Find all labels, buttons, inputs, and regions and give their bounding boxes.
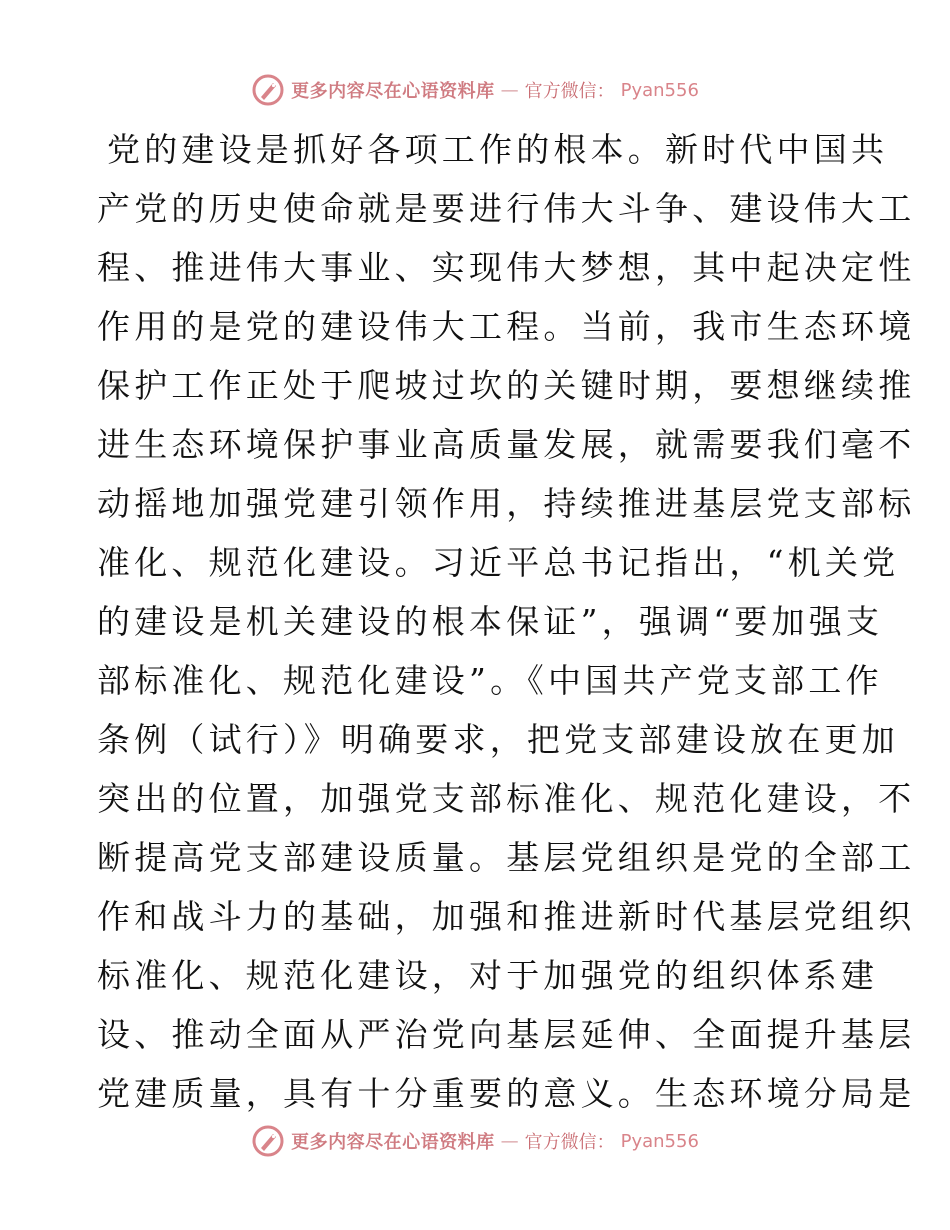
body-line: 设、推动全面从严治党向基层延伸、全面提升基层 [97,1015,916,1054]
body-line: 作用的是党的建设伟大工程。当前，我市生态环境 [97,307,916,346]
body-line: 保护工作正处于爬坡过坎的关键时期，要想继续推 [97,366,916,405]
watermark-account: Pyan556 [620,79,699,101]
body-line: 的建设是机关建设的根本保证”，强调“要加强支 [97,602,884,641]
pen-nib-logo-icon [251,73,285,107]
body-line: 条例（试行）》明确要求，把党支部建设放在更加 [97,720,899,759]
document-body [97,120,916,1123]
body-line: 作和战斗力的基础，加强和推进新时代基层党组织 [97,897,916,936]
body-line: 党的建设是抓好各项工作的根本。新时代中国共 [107,130,889,169]
footer-watermark [0,1121,950,1161]
watermark-dash: — [500,1130,519,1152]
body-line: 产党的历史使命就是要进行伟大斗争、建设伟大工 [97,189,916,228]
header-watermark [0,70,950,110]
body-line: 程、推进伟大事业、实现伟大梦想，其中起决定性 [97,248,916,287]
watermark-dash: — [500,79,519,101]
body-line: 部标准化、规范化建设”。《中国共产党支部工作 [97,661,883,700]
body-line: 标准化、规范化建设，对于加强党的组织体系建 [97,956,879,995]
watermark-label: 官方微信： [524,81,615,102]
pen-nib-logo-icon [251,1124,285,1158]
watermark-text: 更多内容尽在心语资料库 [291,81,495,102]
watermark-account: Pyan556 [620,1130,699,1152]
body-line: 断提高党支部建设质量。基层党组织是党的全部工 [97,838,916,877]
watermark-label: 官方微信： [524,1132,615,1153]
body-line: 准化、规范化建设。习近平总书记指出，“机关党 [97,543,900,582]
body-line: 进生态环境保护事业高质量发展，就需要我们毫不 [97,425,916,464]
body-line: 突出的位置，加强党支部标准化、规范化建设，不 [97,779,916,818]
body-line: 动摇地加强党建引领作用，持续推进基层党支部标 [97,484,916,523]
watermark-text: 更多内容尽在心语资料库 [291,1132,495,1153]
body-line: 党建质量，具有十分重要的意义。生态环境分局是 [97,1074,916,1113]
